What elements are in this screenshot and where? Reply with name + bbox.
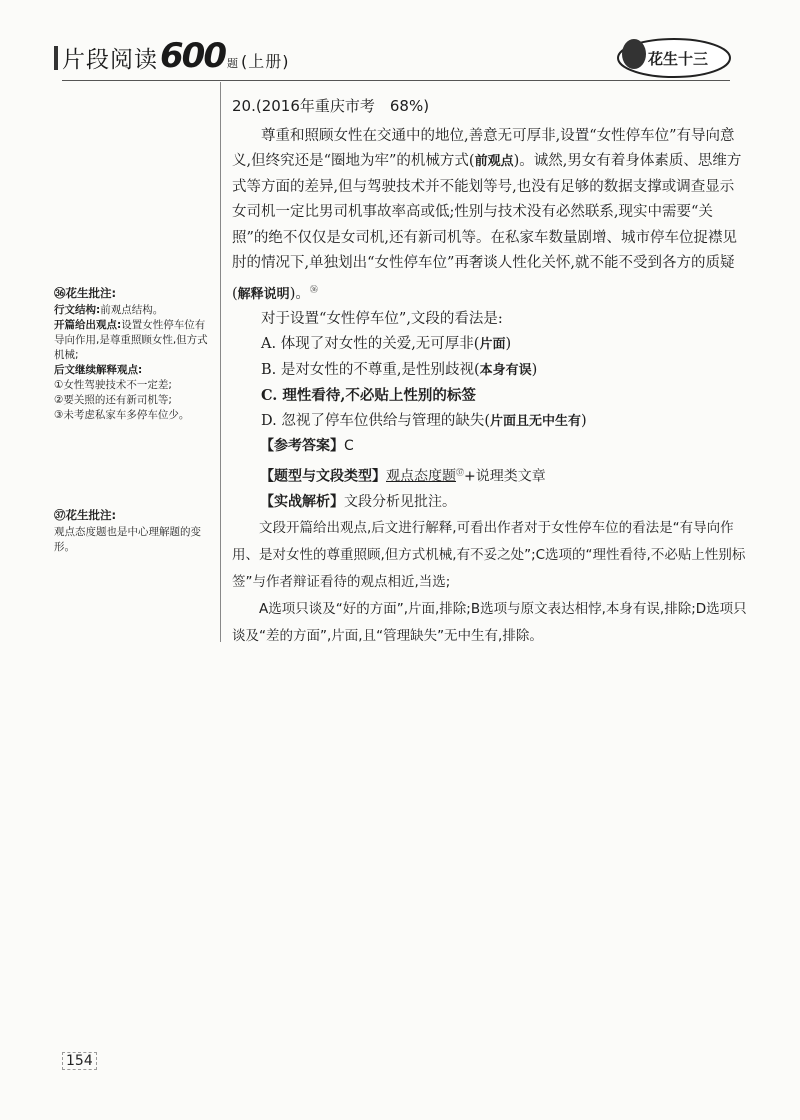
inline-note: 前观点 bbox=[474, 154, 514, 169]
note-text: 设置女性停车位有导向作用,是尊重照顾女性,但方式机械; bbox=[54, 319, 208, 361]
answer-value: C bbox=[344, 438, 354, 455]
sidebar-note-37 bbox=[54, 508, 214, 555]
note-label: 后文继续解释观点: bbox=[54, 364, 143, 376]
header-mark bbox=[54, 46, 58, 70]
sidebar-note-36 bbox=[54, 286, 214, 423]
question-title: 20.(2016年重庆市考 68%) bbox=[232, 97, 430, 115]
book-title-prefix: 片段阅读 bbox=[62, 47, 158, 73]
book-title-suffix: 题 bbox=[226, 57, 239, 70]
analysis-paragraph-2: A选项只谈及“好的方面”,片面,排除;B选项与原文表达相悖,本身有误,排除;D选项只谈及“差的方面”,片面,且“管理缺失”无中生有,排除。 bbox=[232, 601, 747, 645]
peanut-logo bbox=[612, 34, 732, 80]
option-note: 片面且无中生有 bbox=[489, 413, 581, 429]
option-b bbox=[232, 358, 748, 384]
passage-text: )。 bbox=[289, 285, 310, 302]
answer-line bbox=[232, 434, 748, 460]
type-label: 【题型与文段类型】 bbox=[260, 468, 386, 485]
logo-text: 花生十三 bbox=[648, 50, 709, 68]
analysis-value: 文段分析见批注。 bbox=[344, 493, 456, 510]
note-title: ㊱花生批注: bbox=[54, 286, 117, 300]
note-text: ①女性驾驶技术不一定差; bbox=[54, 379, 172, 391]
option-text: C. 理性看待,不必贴上性别的标签 bbox=[261, 387, 476, 405]
analysis-paragraph-1: 文段开篇给出观点,后文进行解释,可看出作者对于女性停车位的看法是“有导向作用、是对女性的尊重照顾,但方式机械,有不妥之处”;C选项的“理性看待,不必贴上性别标签”与作者辩证看待的观点相近,当选; bbox=[232, 520, 746, 591]
type-value: 观点态度题 bbox=[386, 468, 456, 485]
passage-text: )。诚然,男女有着身体素质、思维方式等方面的差异,但与驾驶技术并不能划等号,也没有足够的数据支撑或调查显示女司机一定比男司机事故率高或低;性别与技术没有必然联系,现实中需要“关照”的绝不仅仅是女司机,还有新司机等。在私家车数量剧增、城市停车位捉襟见肘的情况下,单独划出“女性停车位”再奢谈人性化关怀,就不能不受到各方的质疑( bbox=[232, 153, 742, 302]
note-title: ㊲花生批注: bbox=[54, 508, 117, 522]
answer-label: 【参考答案】 bbox=[260, 438, 344, 455]
note-text: 观点态度题也是中心理解题的变形。 bbox=[54, 526, 201, 553]
book-title-number: 600 bbox=[160, 36, 225, 76]
note-text: ②要关照的还有新司机等; bbox=[54, 394, 172, 406]
column-divider bbox=[220, 82, 221, 642]
analysis-label: 【实战解析】 bbox=[260, 493, 344, 510]
option-note: 片面 bbox=[479, 337, 506, 353]
note-text: 前观点结构。 bbox=[100, 304, 164, 316]
passage bbox=[232, 124, 748, 307]
type-line bbox=[232, 460, 748, 490]
footnote-marker: ㊱ bbox=[309, 284, 318, 294]
header-rule bbox=[62, 80, 730, 81]
footnote-marker: ㊲ bbox=[456, 467, 464, 477]
inline-note: 解释说明 bbox=[237, 286, 290, 302]
note-label: 开篇给出观点: bbox=[54, 319, 122, 331]
passage-text: 尊重和照顾女性在交通中的地位,善意无可厚非,设置“女性停车位”有导向意义,但终究还是“圈地为牢”的机械方式( bbox=[232, 127, 735, 169]
option-text: ) bbox=[505, 336, 512, 353]
page-number: 154 bbox=[62, 1052, 97, 1070]
book-title bbox=[62, 36, 289, 76]
type-rest: +说理类文章 bbox=[464, 468, 546, 485]
analysis-line bbox=[232, 490, 748, 516]
question-prompt: 对于设置“女性停车位”,文段的看法是: bbox=[261, 310, 503, 327]
option-a bbox=[232, 332, 748, 358]
question-block bbox=[232, 94, 748, 650]
option-text: A. 体现了对女性的关爱,无可厚非( bbox=[261, 336, 480, 353]
option-text: ) bbox=[581, 412, 587, 429]
option-d bbox=[232, 409, 748, 435]
note-label: 行文结构: bbox=[54, 304, 101, 316]
option-text: ) bbox=[531, 361, 538, 378]
book-volume: (上册) bbox=[240, 52, 290, 71]
option-text: B. 是对女性的不尊重,是性别歧视( bbox=[261, 361, 480, 378]
option-note: 本身有误 bbox=[479, 362, 532, 378]
option-c bbox=[232, 383, 748, 409]
note-text: ③未考虑私家车多停车位少。 bbox=[54, 409, 190, 421]
option-text: D. 忽视了停车位供给与管理的缺失( bbox=[261, 412, 490, 429]
